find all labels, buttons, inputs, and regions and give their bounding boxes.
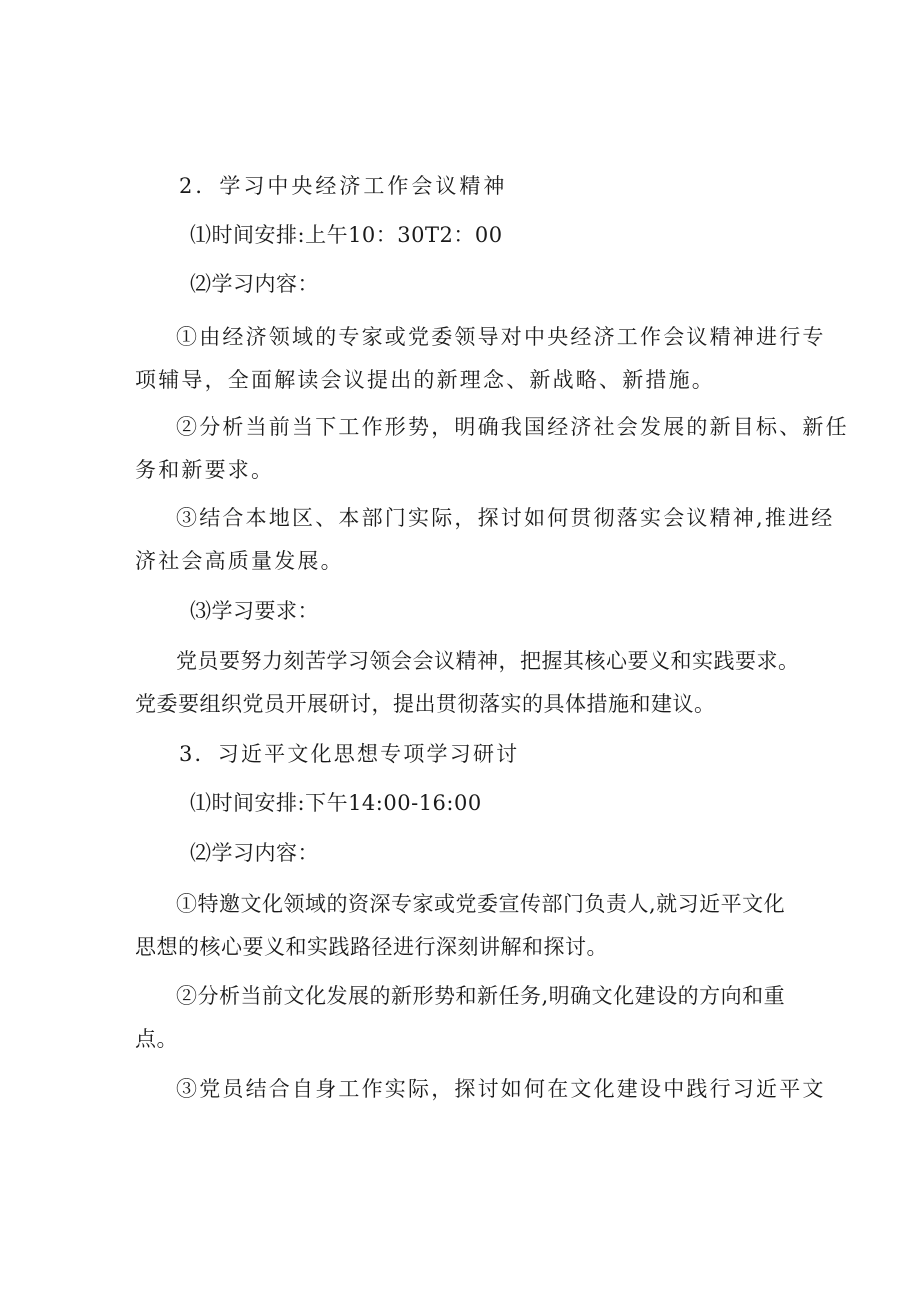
section-3-item-3-line-1: ③党员结合自身工作实际，探讨如何在文化建设中践行习近平文 [176, 1077, 826, 1101]
section-3-content-title: ⑵学习内容： [190, 841, 319, 865]
section-2-requirements-line-1: 党员要努力刻苦学习领会会议精神，把握其核心要义和实践要求。 [176, 649, 800, 673]
section-2-content-title: ⑵学习内容： [190, 272, 319, 296]
section-2-item-2-line-2: 务和新要求。 [135, 458, 275, 482]
section-3-item-1-line-2: 思想的核心要义和实践路径进行深刻讲解和探讨。 [135, 935, 608, 959]
section-2-time: ⑴时间安排:上午10：30T2：00 [190, 223, 503, 247]
section-2-requirements-title: ⑶学习要求： [190, 599, 319, 623]
section-3-item-2-line-2: 点。 [135, 1027, 178, 1051]
section-2-item-1-line-2: 项辅导，全面解读会议提出的新理念、新战略、新措施。 [135, 368, 715, 392]
section-3-item-2-line-1: ②分析当前文化发展的新形势和新任务,明确文化建设的方向和重 [176, 984, 786, 1008]
section-2-item-3-line-1: ③结合本地区、本部门实际，探讨如何贯彻落实会议精神,推进经 [176, 506, 835, 530]
section-3-item-1-line-1: ①特邀文化领域的资深专家或党委宣传部门负责人,就习近平文化 [176, 892, 786, 916]
section-2-heading: 2．学习中央经济工作会议精神 [179, 174, 508, 198]
section-2-requirements-line-2: 党委要组织党员开展研讨，提出贯彻落实的具体措施和建议。 [135, 692, 716, 716]
section-3-time: ⑴时间安排:下午14:00-16:00 [190, 791, 482, 815]
section-2-item-3-line-2: 济社会高质量发展。 [135, 549, 344, 573]
section-2-item-1-line-1: ①由经济领域的专家或党委领导对中央经济工作会议精神进行专 [176, 325, 826, 349]
section-3-heading: 3．习近平文化思想专项学习研讨 [179, 742, 520, 766]
section-2-item-2-line-1: ②分析当前当下工作形势，明确我国经济社会发展的新目标、新任 [176, 415, 849, 439]
